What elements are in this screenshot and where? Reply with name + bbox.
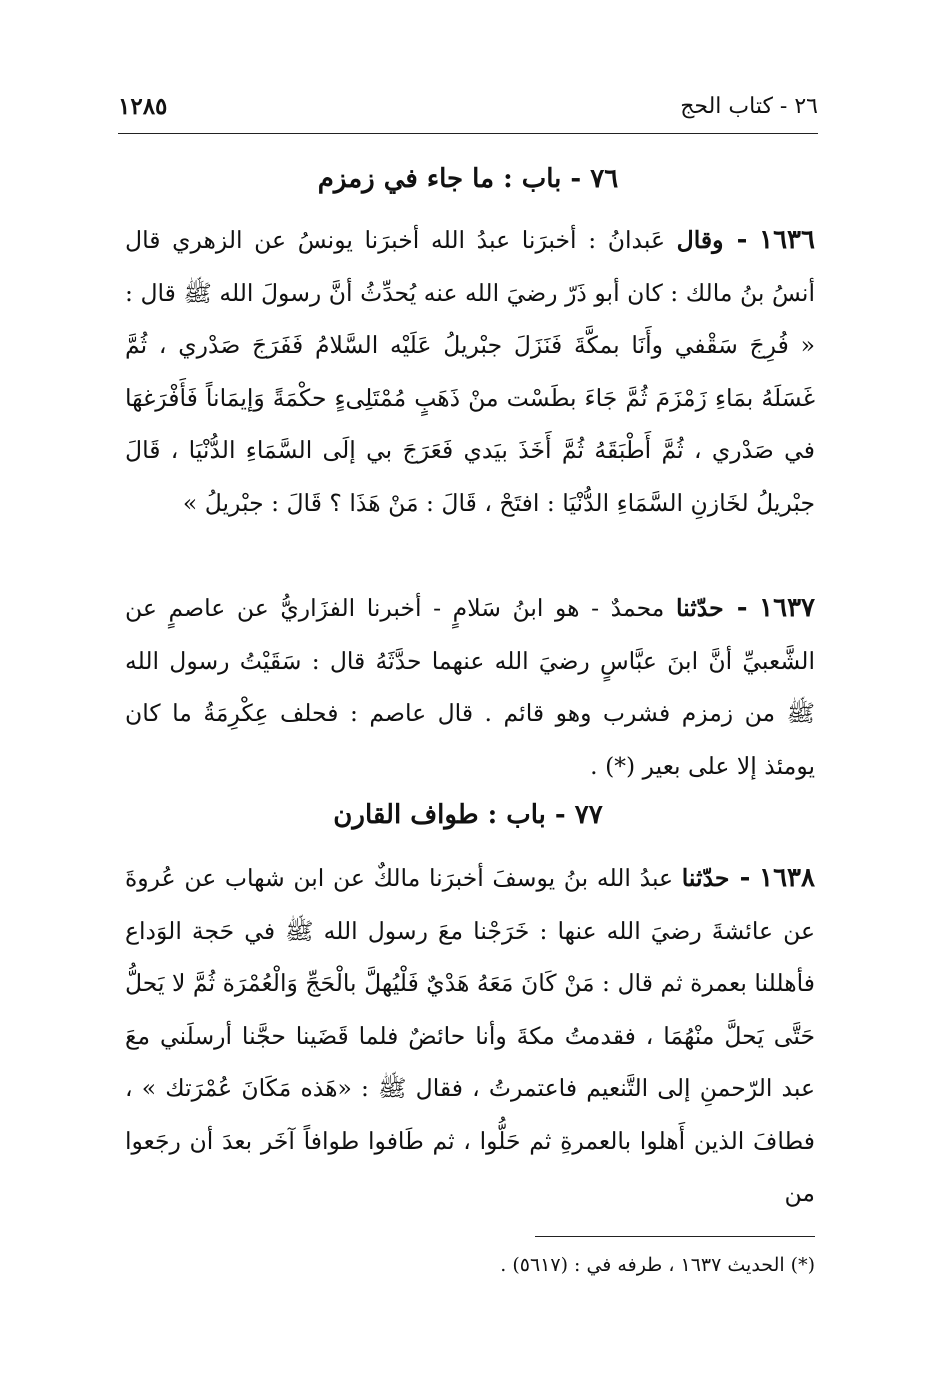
- hadith-1637: ١٦٣٧ - حدّثنا محمدٌ - هو ابنُ سَلامٍ - أخبرنا الفزَاريُّ عن عاصمٍ عن الشَّعبيِّ أنَّ ابنَ عبَّاسٍ رضيَ الله عنهما حدَّثَهُ قال : سَقَيْتُ رسول الله ﷺ من زمزم فشرب وهو قائم . قال عاصم : فحلف عِكْرِمَةُ ما كان يومئذ إلا على بعير (*) .: [125, 593, 815, 780]
- hadith-number: ١٦٣٦: [759, 225, 815, 255]
- section-heading-77: ٧٧ - باب : طواف القارن: [333, 800, 603, 830]
- hadith-number: ١٦٣٧: [759, 593, 815, 623]
- hadith-1636: ١٦٣٦ - وقال عَبدانُ : أخبرَنا عبدُ الله أخبرَنا يونسُ عن الزهري قال أنسُ بنُ مالك : كان أبو ذَرّ رضيَ الله عنه يُحدِّثُ أنَّ رسولَ الله ﷺ قال : « فُرِجَ سَقْفي وأَنَا بمكَّةَ فَنَزَلَ جبْريلُ عَلَيْه السَّلامُ فَفَرَجَ صَدْري ، ثُمَّ غَسَلَهُ بمَاءِ زَمْزَمَ ثُمَّ جَاءَ بطَسْت منْ ذَهَبٍ مُمْتَلِىءٍ حكْمَةً وَإيمَاناً فَأَفْرَغهَا في صَدْري ، ثُمَّ أَطْبَقَهُ ثُمَّ أَخَذَ بيَدي فَعَرَجَ بي إلَى السَّمَاءِ الدُّنْيَا ، قَالَ جبْريلُ لخَازنِ السَّمَاءِ الدُّنْيَا : افتَحْ ، قَالَ : مَنْ هَذَا ؟ قَالَ : جبْريلُ »: [125, 225, 815, 517]
- header-divider: [118, 133, 818, 134]
- hadith-text: محمدٌ - هو ابنُ سَلامٍ - أخبرنا الفزَاريُّ عن عاصمٍ عن الشَّعبيِّ أنَّ ابنَ عبَّاسٍ رضيَ الله عنهما حدَّثَهُ قال : سَقَيْتُ رسول الله ﷺ من زمزم فشرب وهو قائم . قال عاصم : فحلف عِكْرِمَةُ ما كان يومئذ إلا على بعير (*) .: [125, 594, 815, 780]
- hadith-number: ١٦٣٨: [759, 863, 815, 893]
- footnote: (*) الحديث ١٦٣٧ ، طرفه في : (٥٦١٧) .: [500, 1254, 815, 1276]
- hadith-lead: وقال: [676, 226, 724, 254]
- hadith-1638: ١٦٣٨ - حدّثنا عبدُ الله بنُ يوسفَ أخبرَنا مالكٌ عن ابن شهاب عن عُروةَ عن عائشةَ رضيَ الله عنها : خَرَجْنا معَ رسول الله ﷺ في حَجة الوَداع فأهللنا بعمرة ثم قال : مَنْ كَانَ مَعَهُ هَدْيٌ فَلْيُهلَّ بالْحَجِّ وَالْعُمْرَة ثُمَّ لا يَحلُّ حَتَّى يَحلَّ منْهُمَا ، فقدمتُ مكةَ وأنا حائضٌ فلما قَضَينا حجَّنا أرسلَني معَ عبد الرّحمنِ إلى التَّنعيم فاعتمرتُ ، فقال ﷺ : «هَذه مَكَانَ عُمْرَتك » ، فطافَ الذين أَهلوا بالعمرةِ ثم حَلُّوا ، ثم طَافوا طوافاً آخَر بعدَ أن رجَعوا من: [125, 863, 815, 1207]
- hadith-lead: حدّثنا: [681, 864, 730, 892]
- section-heading-76: ٧٦ - باب : ما جاء في زمزم: [317, 164, 619, 194]
- page-number: ١٢٨٥: [118, 93, 168, 120]
- hadith-lead: حدّثنا: [675, 594, 724, 622]
- hadith-text: عَبدانُ : أخبرَنا عبدُ الله أخبرَنا يونسُ عن الزهري قال أنسُ بنُ مالك : كان أبو ذَرّ رضيَ الله عنه يُحدِّثُ أنَّ رسولَ الله ﷺ قال : « فُرِجَ سَقْفي وأَنَا بمكَّةَ فَنَزَلَ جبْريلُ عَلَيْه السَّلامُ فَفَرَجَ صَدْري ، ثُمَّ غَسَلَهُ بمَاءِ زَمْزَمَ ثُمَّ جَاءَ بطَسْت منْ ذَهَبٍ مُمْتَلِىءٍ حكْمَةً وَإيمَاناً فَأَفْرَغهَا في صَدْري ، ثُمَّ أَطْبَقَهُ ثُمَّ أَخَذَ بيَدي فَعَرَجَ بي إلَى السَّمَاءِ الدُّنْيَا ، قَالَ جبْريلُ لخَازنِ السَّمَاءِ الدُّنْيَا : افتَحْ ، قَالَ : مَنْ هَذَا ؟ قَالَ : جبْريلُ »: [125, 226, 815, 517]
- footnote-divider: [535, 1236, 815, 1237]
- chapter-title: ٢٦ - كتاب الحج: [680, 94, 818, 119]
- page-header: [118, 92, 818, 126]
- hadith-text: عبدُ الله بنُ يوسفَ أخبرَنا مالكٌ عن ابن شهاب عن عُروةَ عن عائشةَ رضيَ الله عنها : خَرَجْنا معَ رسول الله ﷺ في حَجة الوَداع فأهللنا بعمرة ثم قال : مَنْ كَانَ مَعَهُ هَدْيٌ فَلْيُهلَّ بالْحَجِّ وَالْعُمْرَة ثُمَّ لا يَحلُّ حَتَّى يَحلَّ منْهُمَا ، فقدمتُ مكةَ وأنا حائضٌ فلما قَضَينا حجَّنا أرسلَني معَ عبد الرّحمنِ إلى التَّنعيم فاعتمرتُ ، فقال ﷺ : «هَذه مَكَانَ عُمْرَتك » ، فطافَ الذين أَهلوا بالعمرةِ ثم حَلُّوا ، ثم طَافوا طوافاً آخَر بعدَ أن رجَعوا من: [125, 864, 815, 1207]
